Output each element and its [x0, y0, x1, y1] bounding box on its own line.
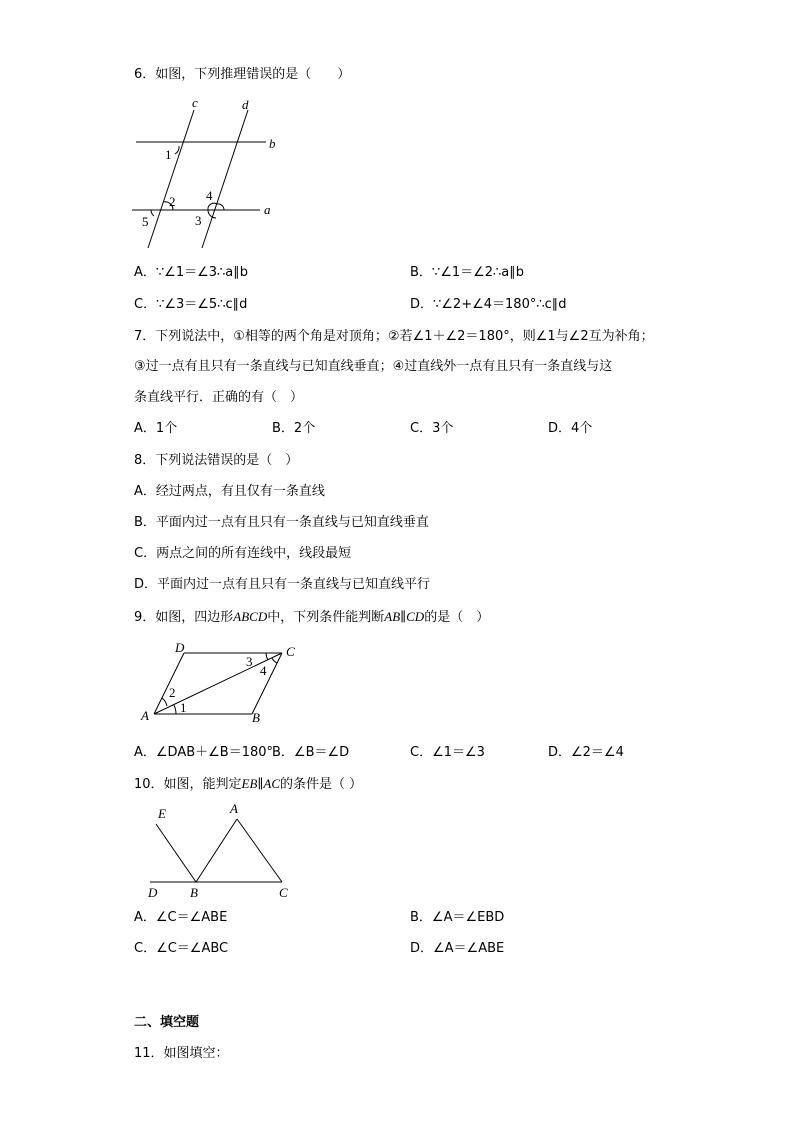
angle-5-arc: [151, 210, 154, 216]
line-d: [202, 110, 248, 248]
q7-line-1: 7．下列说法中，①相等的两个角是对顶角；②若∠1＋∠2＝180°，则∠1与∠2互为补角；: [134, 329, 654, 344]
side-bc: [252, 653, 282, 714]
q10-option-d[interactable]: D．∠A＝∠ABE: [410, 941, 505, 956]
q9-figure: [138, 640, 308, 728]
q10-stem-cond: EB∥AC: [241, 776, 281, 791]
q9-stem-cond: AB∥CD: [384, 609, 425, 624]
label-3: 3: [195, 213, 202, 228]
q10-stem: [134, 776, 362, 793]
q9-option-b[interactable]: B．∠B＝∠D: [272, 745, 350, 760]
label-B: B: [252, 710, 260, 725]
q7-option-b[interactable]: B．2个: [272, 421, 316, 436]
angle-2-arc: [162, 698, 167, 706]
label-E: E: [158, 806, 166, 821]
q7-option-d[interactable]: D．4个: [548, 421, 593, 436]
q9-stem-pre: 9．如图，四边形: [134, 610, 234, 625]
label-C: C: [279, 885, 288, 900]
q11-stem: 11．如图填空：: [134, 1046, 229, 1061]
q9-option-a[interactable]: A．∠DAB＋∠B＝180°: [134, 745, 274, 760]
q6-stem: 6．如图，下列推理错误的是（ ）: [134, 67, 351, 82]
segment-eb: [156, 824, 196, 882]
angle-4-arc: [272, 658, 277, 663]
q7-option-a[interactable]: A．1个: [134, 421, 178, 436]
angle-3-arc: [266, 653, 268, 660]
q10-option-b[interactable]: B．∠A＝∠EBD: [410, 910, 505, 925]
q10-stem-pre: 10．如图，能判定: [134, 777, 242, 792]
q6-option-a[interactable]: A．∵∠1＝∠3∴a∥b: [134, 265, 249, 280]
q8-option-a[interactable]: A．经过两点，有且仅有一条直线: [134, 484, 325, 499]
angle-1-arc: [174, 705, 176, 714]
q10-figure: [140, 800, 300, 902]
label-1: 1: [180, 700, 187, 715]
label-b: b: [269, 136, 276, 151]
segment-ac: [237, 819, 282, 882]
section-heading: 二、填空题: [134, 1015, 200, 1030]
q8-option-b[interactable]: B．平面内过一点有且只有一条直线与已知直线垂直: [134, 515, 429, 530]
label-D: D: [148, 885, 158, 900]
q6-option-b[interactable]: B．∵∠1＝∠2∴a∥b: [410, 265, 525, 280]
label-d: d: [242, 97, 249, 112]
label-D: D: [175, 640, 185, 655]
label-1: 1: [165, 147, 172, 162]
label-A: A: [230, 801, 238, 816]
q9-option-c[interactable]: C．∠1＝∠3: [410, 745, 485, 760]
q6-option-c[interactable]: C．∵∠3＝∠5∴c∥d: [134, 297, 248, 312]
q6-figure: [128, 92, 288, 252]
segment-ba: [196, 819, 237, 882]
q8-option-c[interactable]: C．两点之间的所有连线中，线段最短: [134, 546, 352, 561]
label-C: C: [286, 644, 295, 659]
q8-stem: 8．下列说法错误的是（ ）: [134, 453, 299, 468]
q10-option-c[interactable]: C．∠C＝∠ABC: [134, 941, 229, 956]
label-5: 5: [142, 214, 149, 229]
q10-option-a[interactable]: A．∠C＝∠ABE: [134, 910, 228, 925]
q9-stem-shape: ABCD: [233, 609, 268, 624]
label-B: B: [190, 885, 198, 900]
line-c: [148, 110, 194, 248]
q7-line-2: ③过一点有且只有一条直线与已知直线垂直；④过直线外一点有且只有一条直线与这: [134, 359, 613, 374]
q9-option-d[interactable]: D．∠2＝∠4: [548, 745, 624, 760]
q9-stem-post: 的是（ ）: [424, 610, 490, 625]
label-4: 4: [260, 663, 267, 678]
label-2: 2: [169, 685, 176, 700]
label-A: A: [141, 708, 149, 723]
angle-1-arc: [175, 146, 179, 154]
label-c: c: [192, 95, 198, 110]
label-4: 4: [206, 188, 213, 203]
q8-option-d[interactable]: D．平面内过一点有且只有一条直线与已知直线平行: [134, 577, 431, 592]
q9-stem-mid: 中，下列条件能判断: [267, 610, 385, 625]
q6-option-d[interactable]: D．∵∠2+∠4＝180°∴c∥d: [410, 297, 567, 312]
q10-stem-post: 的条件是（ ）: [280, 777, 363, 792]
label-a: a: [264, 202, 271, 217]
q9-stem: [134, 609, 489, 626]
q7-line-3: 条直线平行．正确的有（ ）: [134, 390, 304, 405]
label-2: 2: [169, 194, 176, 209]
label-3: 3: [246, 654, 253, 669]
q7-option-c[interactable]: C．3个: [410, 421, 454, 436]
